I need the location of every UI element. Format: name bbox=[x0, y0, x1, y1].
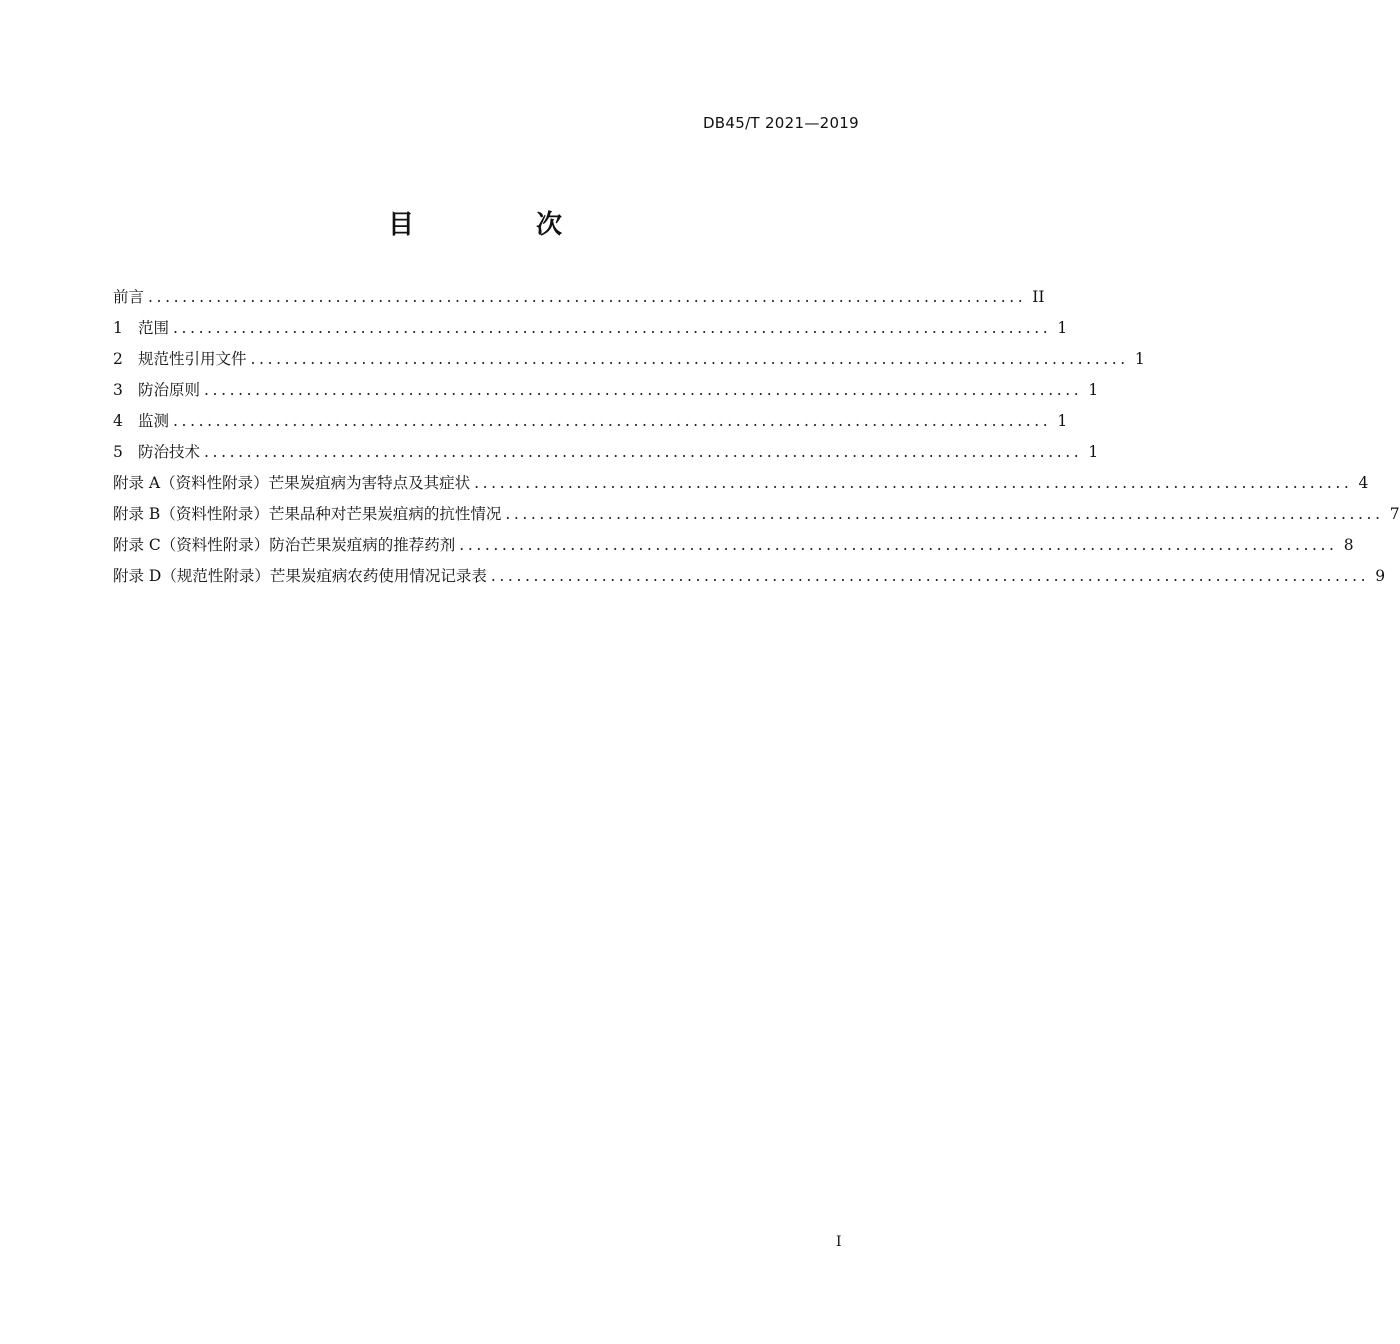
toc-label: 附录 B（资料性附录）芒果品种对芒果炭疽病的抗性情况 bbox=[113, 505, 502, 523]
toc-leader-dots: ....................................................................................................... bbox=[490, 567, 1370, 585]
toc-entry-control-techniques[interactable] bbox=[113, 440, 1099, 471]
toc-entry-monitoring[interactable] bbox=[113, 409, 1068, 440]
toc-entry-appendix-c[interactable] bbox=[113, 533, 1354, 564]
toc-entry-principles[interactable] bbox=[113, 378, 1099, 409]
table-of-contents bbox=[113, 285, 1400, 595]
toc-leader-dots: ....................................................................................................... bbox=[148, 288, 1027, 306]
toc-label: 附录 D（规范性附录）芒果炭疽病农药使用情况记录表 bbox=[113, 567, 487, 585]
toc-page-number: 4 bbox=[1358, 474, 1369, 492]
toc-entry-foreword[interactable] bbox=[113, 285, 1045, 316]
toc-section-number: 5 bbox=[113, 443, 123, 461]
toc-page-number: 7 bbox=[1389, 505, 1400, 523]
toc-leader-dots: ....................................................................................................... bbox=[173, 319, 1052, 337]
toc-label: 防治技术 bbox=[138, 443, 201, 461]
toc-page-number: 9 bbox=[1375, 567, 1386, 585]
toc-leader-dots: ....................................................................................................... bbox=[474, 474, 1353, 492]
toc-section-number: 1 bbox=[113, 319, 123, 337]
toc-page-number: 1 bbox=[1057, 319, 1068, 337]
toc-leader-dots: ....................................................................................................... bbox=[204, 443, 1083, 461]
page-number: I bbox=[836, 1234, 842, 1250]
standard-code: DB45/T 2021—2019 bbox=[702, 114, 859, 132]
toc-page-number: 1 bbox=[1057, 412, 1068, 430]
toc-title: 目 次 bbox=[387, 210, 610, 240]
toc-page-number: 1 bbox=[1134, 350, 1145, 368]
toc-page-number: 8 bbox=[1343, 536, 1354, 554]
toc-entry-normative-references[interactable] bbox=[113, 347, 1145, 378]
toc-label: 范围 bbox=[138, 319, 170, 337]
toc-page-number: II bbox=[1032, 288, 1045, 306]
toc-label: 规范性引用文件 bbox=[138, 350, 247, 368]
toc-label: 附录 A（资料性附录）芒果炭疽病为害特点及其症状 bbox=[113, 474, 471, 492]
toc-label: 监测 bbox=[138, 412, 170, 430]
toc-entry-appendix-a[interactable] bbox=[113, 471, 1369, 502]
toc-entry-scope[interactable] bbox=[113, 316, 1068, 347]
toc-label: 附录 C（资料性附录）防治芒果炭疽病的推荐药剂 bbox=[113, 536, 456, 554]
toc-page-number: 1 bbox=[1088, 443, 1099, 461]
toc-label: 防治原则 bbox=[138, 381, 201, 399]
toc-section-number: 4 bbox=[113, 412, 123, 430]
toc-leader-dots: ....................................................................................................... bbox=[173, 412, 1052, 430]
toc-entry-appendix-d[interactable] bbox=[113, 564, 1386, 595]
toc-leader-dots: ....................................................................................................... bbox=[250, 350, 1129, 368]
toc-entry-appendix-b[interactable] bbox=[113, 502, 1400, 533]
toc-section-number: 3 bbox=[113, 381, 123, 399]
toc-section-number: 2 bbox=[113, 350, 123, 368]
toc-leader-dots: ....................................................................................................... bbox=[204, 381, 1083, 399]
toc-page-number: 1 bbox=[1088, 381, 1099, 399]
toc-label: 前言 bbox=[113, 288, 145, 306]
toc-leader-dots: ....................................................................................................... bbox=[505, 505, 1384, 523]
toc-leader-dots: ....................................................................................................... bbox=[459, 536, 1338, 554]
